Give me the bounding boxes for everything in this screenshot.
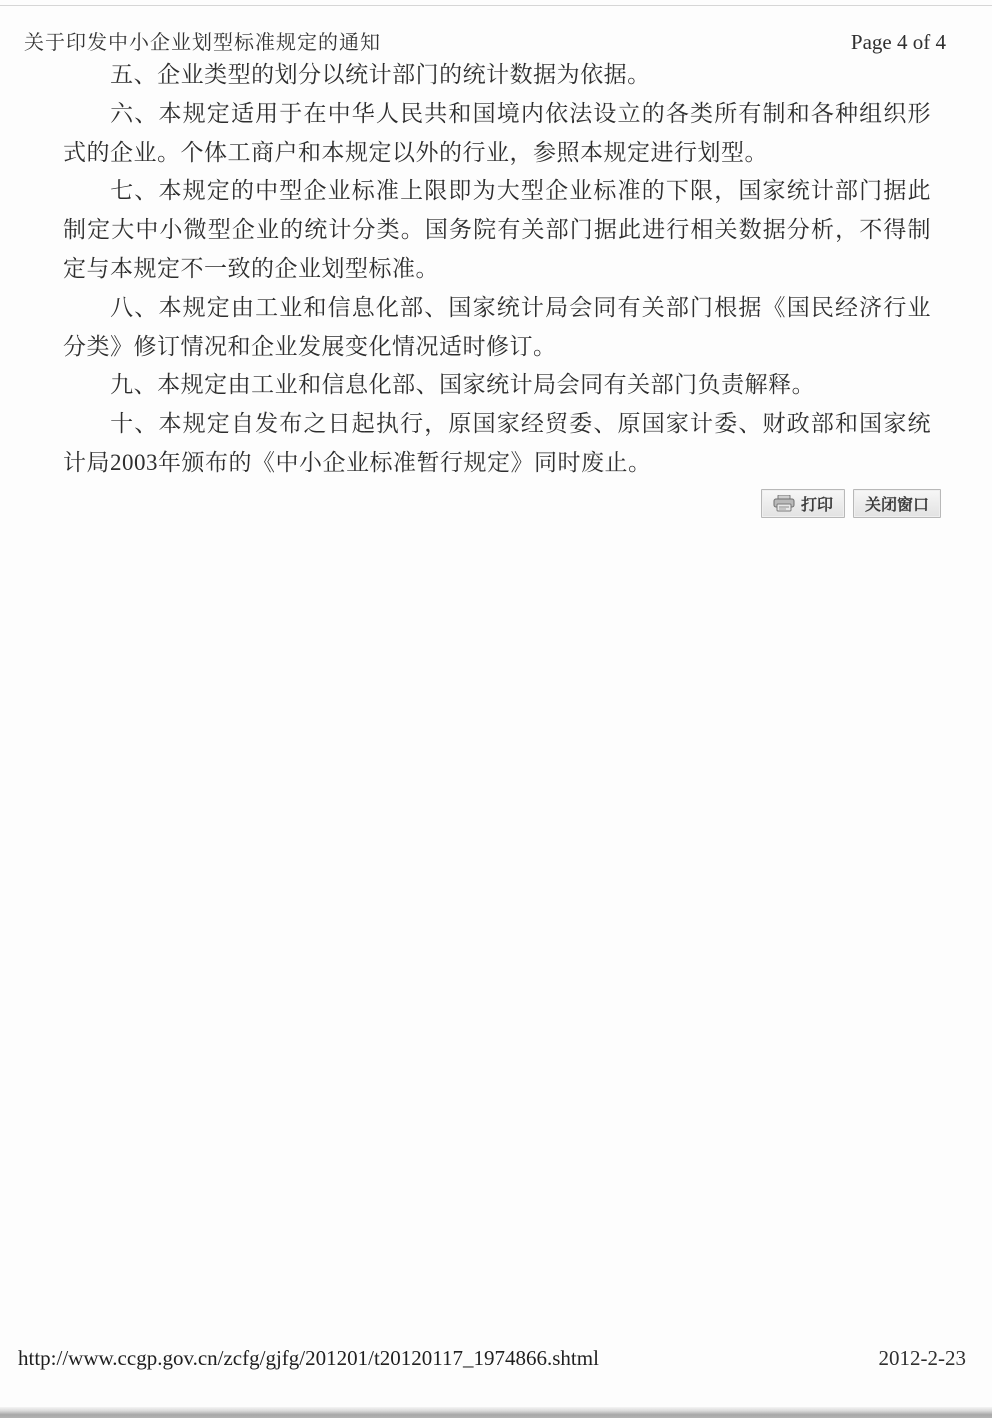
print-date: 2012-2-23 xyxy=(878,1346,966,1370)
scan-shadow-bottom xyxy=(0,1407,992,1418)
print-footer xyxy=(18,1346,966,1371)
body-paragraph: 五、企业类型的划分以统计部门的统计数据为依据。 xyxy=(110,62,651,87)
body-paragraph: 八、本规定由工业和信息化部、国家统计局会同有关部门根据《国民经济行业分类》修订情况和企业发展变化情况适时修订。 xyxy=(63,294,931,359)
document-body xyxy=(63,56,931,483)
body-paragraph: 六、本规定适用于在中华人民共和国境内依法设立的各类所有制和各种组织形式的企业。个体工商户和本规定以外的行业，参照本规定进行划型。 xyxy=(63,100,931,165)
button-row xyxy=(761,489,941,518)
body-paragraph: 九、本规定由工业和信息化部、国家统计局会同有关部门负责解释。 xyxy=(110,372,816,398)
body-paragraph: 十、本规定自发布之日起执行，原国家经贸委、原国家计委、财政部和国家统计局2003年颁布的《中小企业标准暂行规定》同时废止。 xyxy=(63,411,931,475)
print-header xyxy=(24,26,946,55)
scan-edge-line-top xyxy=(0,5,992,6)
source-url: http://www.ccgp.gov.cn/zcfg/gjfg/201201/t20120117_1974866.shtml xyxy=(18,1346,599,1370)
document-title: 关于印发中小企业划型标准规定的通知 xyxy=(24,32,381,54)
print-button[interactable] xyxy=(761,489,845,518)
close-window-button-label: 关闭窗口 xyxy=(864,497,929,514)
close-window-button[interactable] xyxy=(853,489,941,518)
body-paragraph: 七、本规定的中型企业标准上限即为大型企业标准的下限，国家统计部门据此制定大中小微型企业的统计分类。国务院有关部门据此进行相关数据分析，不得制定与本规定不一致的企业划型标准。 xyxy=(63,178,931,281)
page-number: Page 4 of 4 xyxy=(850,30,946,54)
print-button-label: 打印 xyxy=(800,497,833,514)
printer-icon xyxy=(773,495,795,512)
